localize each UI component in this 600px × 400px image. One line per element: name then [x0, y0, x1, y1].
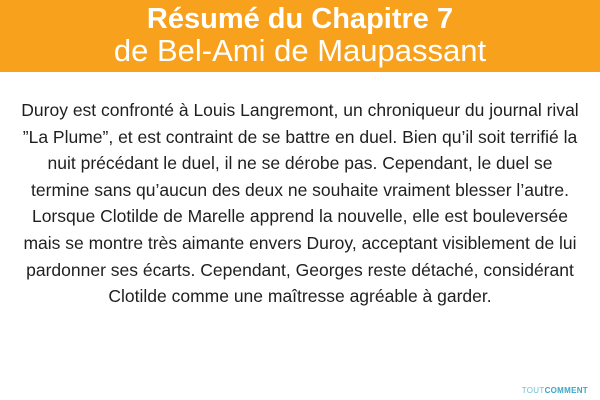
title-book: de Bel-Ami de Maupassant [113, 33, 487, 68]
brand-logo-part2: COMMENT [544, 386, 588, 395]
summary-paragraph-1: Duroy est confronté à Louis Langremont, un chroniqueur du journal rival ”La Plume”, et est contraint de se battre en duel. Bien qu’il soit terrifié la nuit précédant le duel, il ne se dérobe pas. Cependant, le duel se termine sans qu’aucun des deux ne souhaite vraiment blesser l’autre. [21, 100, 579, 200]
summary-text [18, 97, 582, 310]
brand-logo [522, 386, 588, 395]
brand-logo-part1: TOUT [521, 386, 545, 395]
summary-paragraph-2: Lorsque Clotilde de Marelle apprend la nouvelle, elle est bouleversée mais se montre très aimante envers Duroy, acceptant visiblement de lui pardonner ses écarts. Cependant, Georges reste détaché, considérant Clotilde comme une maîtresse agréable à garder. [23, 206, 577, 307]
title-banner [0, 0, 600, 72]
title-chapter: Résumé du Chapitre 7 [146, 3, 454, 35]
